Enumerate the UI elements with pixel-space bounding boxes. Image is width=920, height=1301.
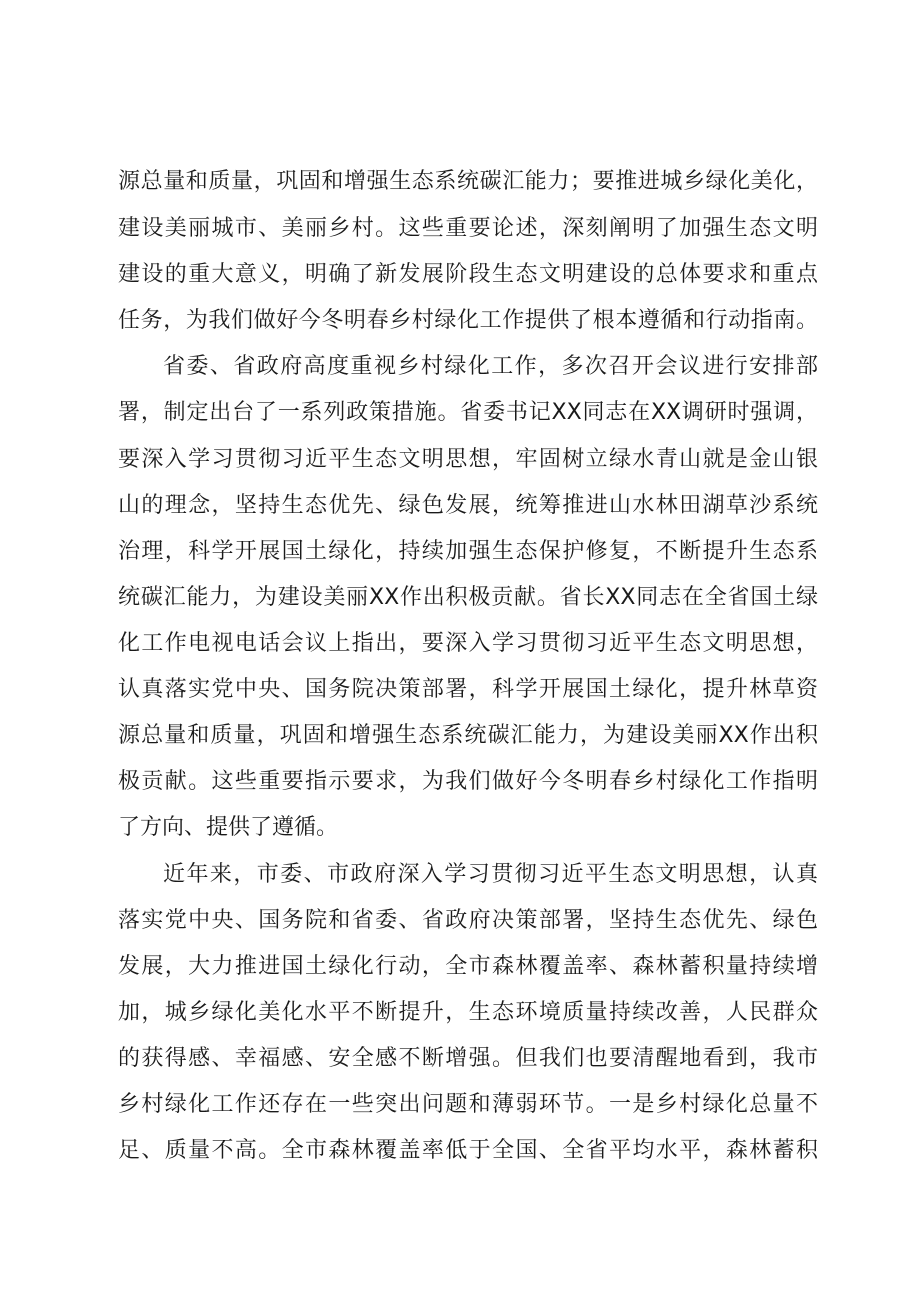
- text-line: 署，制定出台了一系列政策措施。省委书记XX同志在XX调研时强调，: [118, 400, 818, 425]
- text-line: 足、质量不高。全市森林覆盖率低于全国、全省平均水平，森林蓄积: [118, 1138, 818, 1163]
- text-line: 源总量和质量，巩固和增强生态系统碳汇能力；要推进城乡绿化美化，: [118, 169, 818, 194]
- text-line: 建设的重大意义，明确了新发展阶段生态文明建设的总体要求和重点: [118, 262, 818, 287]
- text-line: 的获得感、幸福感、安全感不断增强。但我们也要清醒地看到，我市: [118, 1046, 818, 1071]
- paragraph-last-line: 了方向、提供了遵循。: [118, 815, 339, 840]
- text-line: 认真落实党中央、国务院决策部署，科学开展国土绿化，提升林草资: [118, 677, 818, 702]
- text-line: 任务，为我们做好今冬明春乡村绿化工作提供了根本遵循和行动指南。: [118, 308, 818, 333]
- text-line: 统碳汇能力，为建设美丽XX作出积极贡献。省长XX同志在全省国土绿: [118, 585, 818, 610]
- text-line: 加，城乡绿化美化水平不断提升，生态环境质量持续改善，人民群众: [118, 1000, 818, 1025]
- paragraph-first-line: 省委、省政府高度重视乡村绿化工作，多次召开会议进行安排部: [163, 354, 818, 379]
- text-line: 落实党中央、国务院和省委、省政府决策部署，坚持生态优先、绿色: [118, 908, 818, 933]
- text-line: 建设美丽城市、美丽乡村。这些重要论述，深刻阐明了加强生态文明: [118, 216, 818, 241]
- text-line: 发展，大力推进国土绿化行动，全市森林覆盖率、森林蓄积量持续增: [118, 954, 818, 979]
- text-line: 化工作电视电话会议上指出，要深入学习贯彻习近平生态文明思想，: [118, 631, 818, 656]
- text-line: 极贡献。这些重要指示要求，为我们做好今冬明春乡村绿化工作指明: [118, 769, 818, 794]
- text-line: 乡村绿化工作还存在一些突出问题和薄弱环节。一是乡村绿化总量不: [118, 1092, 818, 1117]
- text-line: 治理，科学开展国土绿化，持续加强生态保护修复，不断提升生态系: [118, 539, 818, 564]
- text-line: 要深入学习贯彻习近平生态文明思想，牢固树立绿水青山就是金山银: [118, 447, 818, 472]
- text-line: 山的理念，坚持生态优先、绿色发展，统筹推进山水林田湖草沙系统: [118, 493, 818, 518]
- paragraph-first-line: 近年来，市委、市政府深入学习贯彻习近平生态文明思想，认真: [163, 862, 818, 887]
- text-line: 源总量和质量，巩固和增强生态系统碳汇能力，为建设美丽XX作出积: [118, 723, 818, 748]
